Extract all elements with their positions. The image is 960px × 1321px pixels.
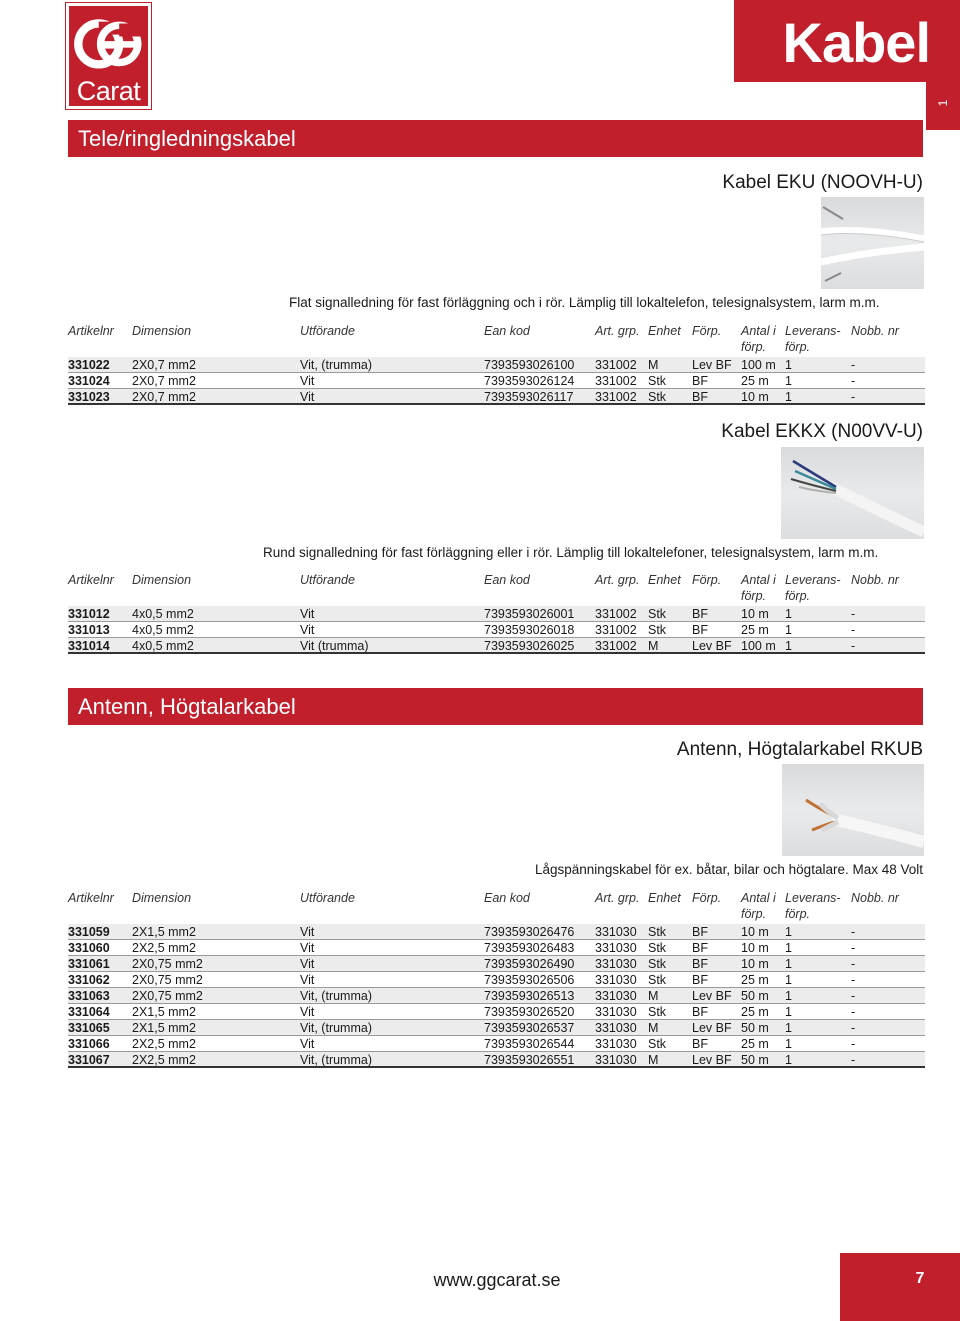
col-forp: Förp. (692, 324, 722, 338)
header-title-box (734, 0, 960, 82)
cell-art: 331063 (68, 989, 110, 1003)
speaker-cable-photo-icon (782, 764, 924, 856)
cell-antal: 50 m (741, 989, 769, 1003)
cell-antal: 10 m (741, 607, 769, 621)
cell-lev: 1 (785, 925, 792, 939)
cell-ean: 7393593026117 (484, 390, 574, 404)
cell-utf: Vit (trumma) (300, 639, 369, 653)
cell-antal: 10 m (741, 941, 769, 955)
table-row (68, 622, 925, 638)
cell-nobb: - (851, 1021, 856, 1035)
col-ean: Ean kod (484, 891, 530, 905)
cell-dim: 2X0,7 mm2 (132, 358, 196, 372)
cell-art: 331022 (68, 358, 110, 372)
cell-lev: 1 (785, 358, 792, 372)
product-table (68, 357, 925, 405)
cell-art: 331023 (68, 390, 110, 404)
chapter-tab (926, 82, 960, 130)
cell-utf: Vit, (trumma) (300, 1053, 372, 1067)
cell-ean: 7393593026001 (484, 607, 575, 621)
cell-grp: 331030 (595, 973, 637, 987)
cell-antal: 10 m (741, 957, 769, 971)
cell-nobb: - (851, 1005, 856, 1019)
cell-dim: 4x0,5 mm2 (132, 639, 194, 653)
col-art-grp: Art. grp. (595, 324, 640, 338)
cell-art: 331014 (68, 639, 110, 653)
cell-ean: 7393593026544 (484, 1037, 575, 1051)
cell-grp: 331002 (595, 623, 637, 637)
cell-utf: Vit (300, 1005, 315, 1019)
table-header (68, 323, 925, 357)
cell-enh: Stk (648, 607, 667, 621)
cell-dim: 2X0,7 mm2 (132, 390, 196, 404)
table-row (68, 940, 925, 956)
cell-enh: Stk (648, 941, 667, 955)
cell-antal: 100 m (741, 639, 776, 653)
cell-enh: M (648, 989, 659, 1003)
col-antal-line1: Antal i (741, 891, 776, 905)
product-title: Antenn, Högtalarkabel RKUB (676, 739, 923, 760)
cell-enh: Stk (648, 973, 667, 987)
col-utforande: Utförande (300, 573, 355, 587)
col-lev-line1: Leverans- (785, 573, 841, 587)
cell-grp: 331030 (595, 1037, 637, 1051)
cell-ean: 7393593026490 (484, 957, 575, 971)
product-table (68, 606, 925, 654)
col-lev-line1: Leverans- (785, 324, 841, 338)
col-artikelnr: Artikelnr (68, 324, 114, 338)
cell-enh: Stk (648, 390, 667, 404)
col-antal-line1: Antal i (741, 324, 776, 338)
cell-utf: Vit (300, 973, 315, 987)
cell-grp: 331002 (595, 374, 637, 388)
cell-forp: Lev BF (692, 1021, 732, 1035)
page-title: Kabel (782, 11, 930, 74)
table-row (68, 1052, 925, 1068)
cell-enh: Stk (648, 374, 667, 388)
cell-grp: 331030 (595, 957, 637, 971)
section-title: Antenn, Högtalarkabel (78, 694, 296, 719)
cell-nobb: - (851, 639, 856, 653)
col-nobb: Nobb. nr (851, 891, 899, 905)
cell-antal: 25 m (741, 1037, 769, 1051)
cell-lev: 1 (785, 941, 792, 955)
col-artikelnr: Artikelnr (68, 891, 114, 905)
cell-forp: BF (692, 1005, 708, 1019)
table-row (68, 357, 925, 373)
table-row (68, 924, 925, 940)
cell-lev: 1 (785, 1053, 792, 1067)
col-enhet: Enhet (648, 324, 681, 338)
cell-art: 331062 (68, 973, 110, 987)
col-lev-line1: Leverans- (785, 891, 841, 905)
cell-ean: 7393593026506 (484, 973, 575, 987)
cell-enh: Stk (648, 1005, 667, 1019)
cell-forp: Lev BF (692, 639, 732, 653)
col-enhet: Enhet (648, 891, 681, 905)
col-antal-line1: Antal i (741, 573, 776, 587)
col-antal-line2: förp. (741, 589, 767, 603)
cell-art: 331064 (68, 1005, 110, 1019)
cell-utf: Vit (300, 390, 315, 404)
cell-antal: 25 m (741, 623, 769, 637)
cell-antal: 10 m (741, 925, 769, 939)
cell-nobb: - (851, 957, 856, 971)
cell-antal: 25 m (741, 1005, 769, 1019)
cell-nobb: - (851, 1053, 856, 1067)
cell-grp: 331002 (595, 639, 637, 653)
col-art-grp: Art. grp. (595, 573, 640, 587)
col-nobb: Nobb. nr (851, 324, 899, 338)
cell-dim: 2X0,7 mm2 (132, 374, 196, 388)
cell-enh: Stk (648, 1037, 667, 1051)
cell-nobb: - (851, 623, 856, 637)
cell-ean: 7393593026551 (484, 1053, 575, 1067)
cell-grp: 331002 (595, 390, 637, 404)
cell-enh: M (648, 639, 659, 653)
cell-forp: BF (692, 973, 708, 987)
cell-ean: 7393593026025 (484, 639, 575, 653)
product-description: Rund signalledning för fast förläggning eller i rör. Lämplig till lokaltelefoner, telesignalsystem, larm m.m. (263, 545, 879, 560)
table-row (68, 638, 925, 654)
cell-grp: 331030 (595, 925, 637, 939)
cell-art: 331013 (68, 623, 110, 637)
cell-ean: 7393593026537 (484, 1021, 575, 1035)
product-description: Flat signalledning för fast förläggning och i rör. Lämplig till lokaltelefon, telesignalsystem, larm m.m. (289, 295, 880, 310)
cell-lev: 1 (785, 1021, 792, 1035)
cell-dim: 4x0,5 mm2 (132, 607, 194, 621)
cell-enh: Stk (648, 957, 667, 971)
col-dimension: Dimension (132, 891, 192, 905)
table-row (68, 1036, 925, 1052)
cell-dim: 2X1,5 mm2 (132, 1021, 196, 1035)
col-ean: Ean kod (484, 324, 530, 338)
cell-forp: BF (692, 374, 708, 388)
cell-forp: Lev BF (692, 989, 732, 1003)
cell-dim: 2X0,75 mm2 (132, 957, 203, 971)
cell-nobb: - (851, 374, 856, 388)
col-lev-line2: förp. (785, 907, 811, 921)
section-banner-antenn (68, 688, 923, 725)
brand-logo (66, 3, 151, 109)
cell-lev: 1 (785, 973, 792, 987)
cell-enh: M (648, 1021, 659, 1035)
cell-art: 331012 (68, 607, 110, 621)
col-forp: Förp. (692, 891, 722, 905)
cell-nobb: - (851, 607, 856, 621)
cell-ean: 7393593026483 (484, 941, 575, 955)
gg-logo-icon (69, 10, 148, 76)
cell-art: 331065 (68, 1021, 110, 1035)
cell-utf: Vit (300, 607, 315, 621)
cell-nobb: - (851, 973, 856, 987)
cell-forp: BF (692, 957, 708, 971)
cell-enh: M (648, 358, 659, 372)
page-number-box (840, 1253, 960, 1321)
cell-ean: 7393593026100 (484, 358, 575, 372)
cell-art: 331059 (68, 925, 110, 939)
col-leverans (785, 572, 841, 604)
cell-utf: Vit (300, 623, 315, 637)
table-header (68, 572, 925, 606)
cell-art: 331024 (68, 374, 110, 388)
brand-name: Carat (76, 76, 141, 106)
cell-art: 331066 (68, 1037, 110, 1051)
cell-ean: 7393593026476 (484, 925, 575, 939)
cell-utf: Vit (300, 941, 315, 955)
cell-grp: 331030 (595, 1005, 637, 1019)
col-utforande: Utförande (300, 891, 355, 905)
col-enhet: Enhet (648, 573, 681, 587)
cell-utf: Vit (300, 1037, 315, 1051)
cell-nobb: - (851, 989, 856, 1003)
col-forp: Förp. (692, 573, 722, 587)
cell-lev: 1 (785, 639, 792, 653)
page-number: 7 (915, 1270, 925, 1287)
cell-utf: Vit (300, 925, 315, 939)
cell-antal: 50 m (741, 1053, 769, 1067)
cell-dim: 2X2,5 mm2 (132, 941, 196, 955)
cell-ean: 7393593026124 (484, 374, 575, 388)
col-leverans (785, 890, 841, 922)
cell-enh: Stk (648, 925, 667, 939)
table-row (68, 988, 925, 1004)
product-title: Kabel EKKX (N00VV-U) (721, 421, 923, 442)
cell-lev: 1 (785, 374, 792, 388)
col-lev-line2: förp. (785, 340, 811, 354)
cell-lev: 1 (785, 1037, 792, 1051)
table-row (68, 606, 925, 622)
col-dimension: Dimension (132, 573, 192, 587)
cell-lev: 1 (785, 390, 792, 404)
section-banner-tele (68, 120, 923, 157)
cell-dim: 2X0,75 mm2 (132, 989, 203, 1003)
cell-enh: M (648, 1053, 659, 1067)
cell-grp: 331030 (595, 1021, 637, 1035)
col-antal (741, 323, 776, 355)
cell-art: 331061 (68, 957, 110, 971)
cell-dim: 2X0,75 mm2 (132, 973, 203, 987)
table-row (68, 373, 925, 389)
product-description: Lågspänningskabel för ex. båtar, bilar och högtalare. Max 48 Volt (535, 862, 923, 877)
cell-forp: BF (692, 390, 708, 404)
col-ean: Ean kod (484, 573, 530, 587)
cell-grp: 331030 (595, 989, 637, 1003)
cell-forp: Lev BF (692, 1053, 732, 1067)
cell-art: 331060 (68, 941, 110, 955)
cell-utf: Vit (300, 957, 315, 971)
table-row (68, 1020, 925, 1036)
col-art-grp: Art. grp. (595, 891, 640, 905)
cell-nobb: - (851, 941, 856, 955)
col-antal-line2: förp. (741, 340, 767, 354)
cell-forp: BF (692, 1037, 708, 1051)
footer-url[interactable]: www.ggcarat.se (433, 1270, 561, 1290)
col-nobb: Nobb. nr (851, 573, 899, 587)
cell-nobb: - (851, 390, 856, 404)
cell-utf: Vit, (trumma) (300, 989, 372, 1003)
cell-antal: 10 m (741, 390, 769, 404)
col-dimension: Dimension (132, 324, 192, 338)
col-lev-line2: förp. (785, 589, 811, 603)
cell-antal: 25 m (741, 374, 769, 388)
cell-lev: 1 (785, 1005, 792, 1019)
cell-utf: Vit (300, 374, 315, 388)
cell-forp: BF (692, 607, 708, 621)
cell-utf: Vit, (trumma) (300, 1021, 372, 1035)
product-table (68, 924, 925, 1068)
round-signal-cable-photo-icon (781, 447, 924, 539)
cell-dim: 2X2,5 mm2 (132, 1037, 196, 1051)
cell-nobb: - (851, 1037, 856, 1051)
section-title: Tele/ringledningskabel (78, 126, 296, 151)
cell-grp: 331030 (595, 1053, 637, 1067)
cell-antal: 50 m (741, 1021, 769, 1035)
cell-lev: 1 (785, 623, 792, 637)
cell-grp: 331030 (595, 941, 637, 955)
flat-white-cable-photo-icon (821, 197, 924, 289)
chapter-number: 1 (936, 99, 950, 107)
cell-grp: 331002 (595, 607, 637, 621)
cell-ean: 7393593026018 (484, 623, 575, 637)
cell-lev: 1 (785, 989, 792, 1003)
col-antal (741, 572, 776, 604)
cell-lev: 1 (785, 607, 792, 621)
col-utforande: Utförande (300, 324, 355, 338)
cell-lev: 1 (785, 957, 792, 971)
cell-nobb: - (851, 925, 856, 939)
cell-art: 331067 (68, 1053, 110, 1067)
cell-enh: Stk (648, 623, 667, 637)
table-row (68, 956, 925, 972)
col-antal (741, 890, 776, 922)
cell-forp: BF (692, 941, 708, 955)
cell-nobb: - (851, 358, 856, 372)
cell-forp: Lev BF (692, 358, 732, 372)
cell-utf: Vit, (trumma) (300, 358, 372, 372)
cell-dim: 2X2,5 mm2 (132, 1053, 196, 1067)
table-row (68, 972, 925, 988)
cell-ean: 7393593026513 (484, 989, 575, 1003)
cell-ean: 7393593026520 (484, 1005, 575, 1019)
table-header (68, 890, 925, 924)
col-artikelnr: Artikelnr (68, 573, 114, 587)
cell-antal: 25 m (741, 973, 769, 987)
col-leverans (785, 323, 841, 355)
col-antal-line2: förp. (741, 907, 767, 921)
cell-forp: BF (692, 623, 708, 637)
cell-dim: 2X1,5 mm2 (132, 925, 196, 939)
table-row (68, 389, 925, 405)
product-title: Kabel EKU (NOOVH-U) (722, 172, 923, 193)
cell-dim: 4x0,5 mm2 (132, 623, 194, 637)
cell-dim: 2X1,5 mm2 (132, 1005, 196, 1019)
table-row (68, 1004, 925, 1020)
cell-grp: 331002 (595, 358, 637, 372)
cell-forp: BF (692, 925, 708, 939)
cell-antal: 100 m (741, 358, 776, 372)
